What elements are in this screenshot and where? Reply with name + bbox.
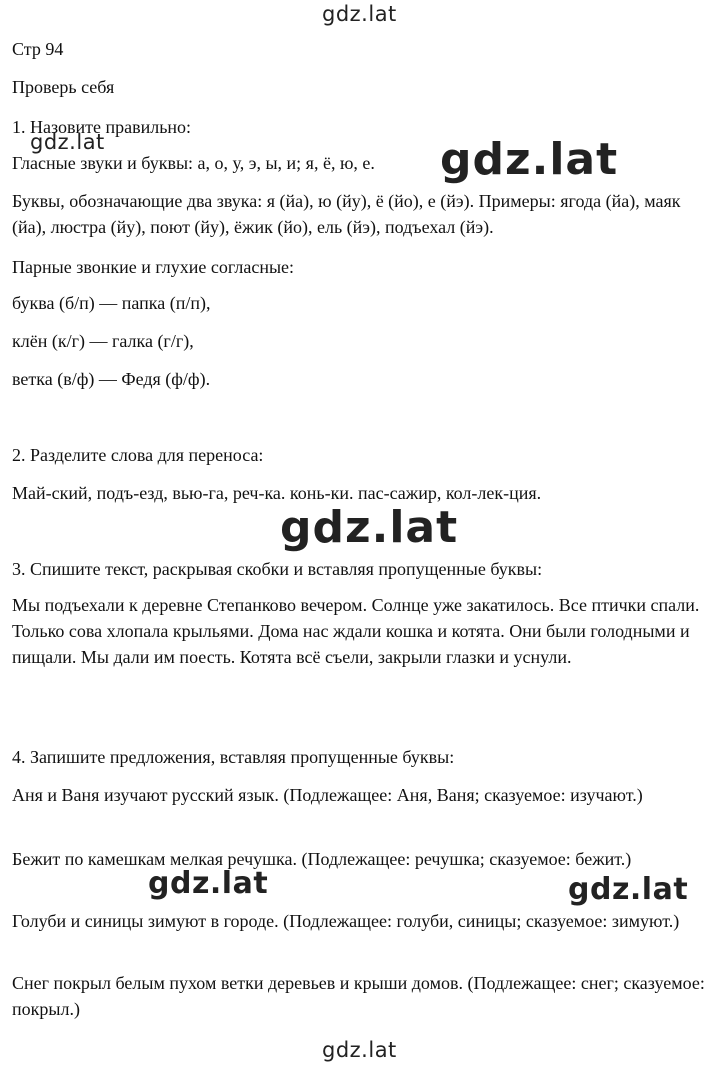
watermark-big-1: gdz.lat [440, 134, 619, 185]
watermark-big-2: gdz.lat [280, 502, 459, 553]
task1-two-sounds: Буквы, обозначающие два звука: я (йа), ю (йу), ё (йо), е (йэ). Примеры: ягода (йа), маяк (йа), люстра (йу), поют (йу), ёжик (йо), ель (йэ), подъехал (йэ). [12, 191, 681, 237]
task1-pair-3: ветка (в/ф) — Федя (ф/ф). [12, 369, 211, 389]
watermark-mid-left: gdz.lat [148, 866, 269, 901]
watermark-top: gdz.lat [322, 2, 397, 26]
task4-sentence-4: Снег покрыл белым пухом ветки деревьев и крыши домов. (Подлежащее: снег; сказуемое: покрыл.) [12, 973, 705, 1019]
page-label: Стр 94 [12, 39, 64, 59]
task1-title: 1. Назовите правильно: [12, 117, 192, 137]
section-heading: Проверь себя [12, 77, 115, 97]
task4-sentence-3: Голуби и синицы зимуют в городе. (Подлежащее: голуби, синицы; сказуемое: зимуют.) [12, 911, 680, 931]
task1-pair-2: клён (к/г) — галка (г/г), [12, 331, 194, 351]
task4-title: 4. Запишите предложения, вставляя пропущенные буквы: [12, 747, 455, 767]
task3-answer: Мы подъехали к деревне Степанково вечером. Солнце уже закатилось. Все птички спали. Только сова хлопала крыльями. Дома нас ждали кошка и котята. Они были голодными и пищали. Мы дали им поесть. Котята всё съели, закрыли глазки и уснули. [12, 595, 700, 667]
watermark-bottom: gdz.lat [322, 1038, 397, 1062]
watermark-mid-right: gdz.lat [568, 872, 689, 907]
task1-vowels: Гласные звуки и буквы: а, о, у, э, ы, и; я, ё, ю, е. [12, 153, 375, 173]
task4-sentence-1: Аня и Ваня изучают русский язык. (Подлежащее: Аня, Ваня; сказуемое: изучают.) [12, 785, 643, 805]
task1-pairs-title: Парные звонкие и глухие согласные: [12, 257, 295, 277]
task1-pair-1: буква (б/п) — папка (п/п), [12, 293, 211, 313]
watermark-inline-small: gdz.lat [30, 130, 105, 154]
task2-answer: Май-ский, подъ-езд, вью-га, реч-ка. конь-ки. пас-сажир, кол-лек-ция. [12, 483, 542, 503]
task4-sentence-2: Бежит по камешкам мелкая речушка. (Подлежащее: речушка; сказуемое: бежит.) [12, 849, 632, 869]
task2-title: 2. Разделите слова для переноса: [12, 445, 264, 465]
task3-title: 3. Спишите текст, раскрывая скобки и вставляя пропущенные буквы: [12, 559, 543, 579]
